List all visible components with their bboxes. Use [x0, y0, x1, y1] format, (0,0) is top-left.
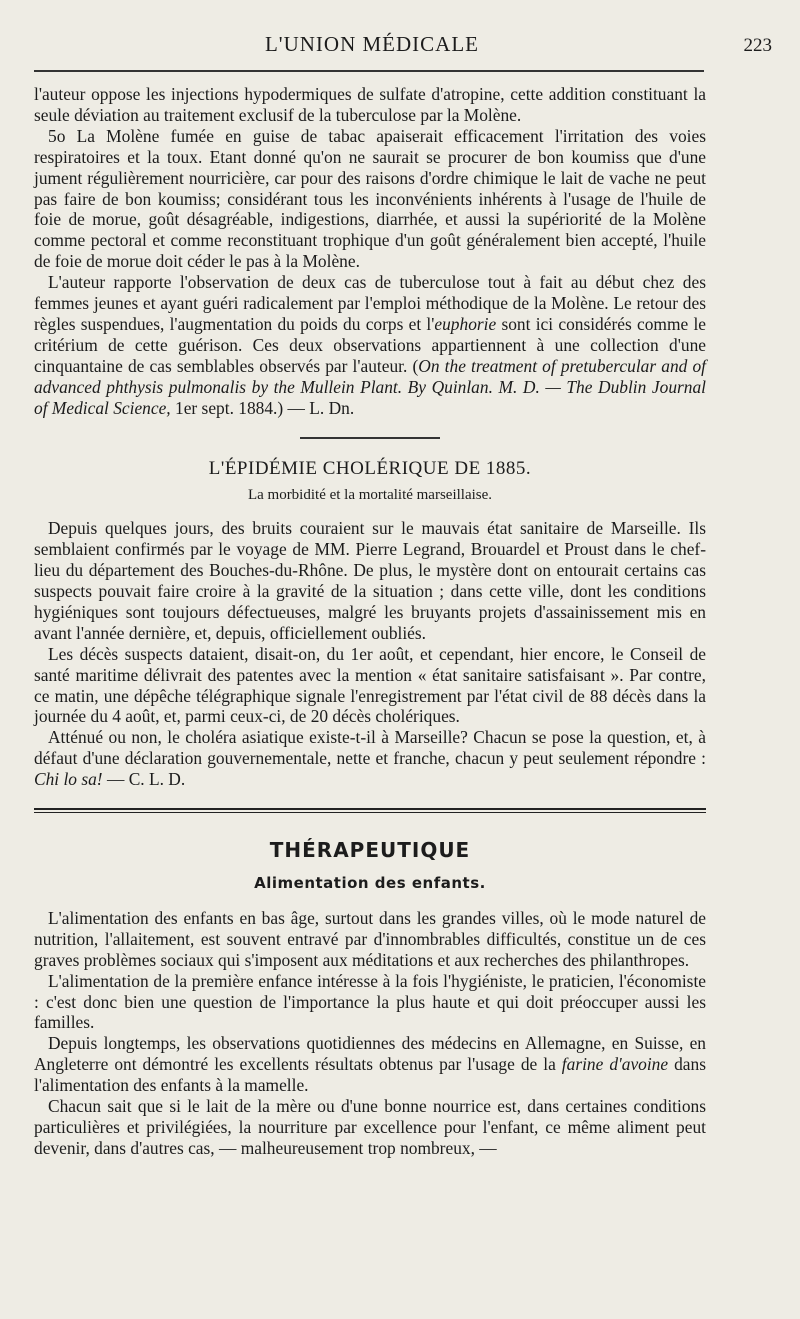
section-title: L'ÉPIDÉMIE CHOLÉRIQUE DE 1885.: [208, 457, 532, 479]
page-header: [32, 32, 772, 68]
paragraph: L'alimentation des enfants en bas âge, surtout dans les grandes villes, où le mode naturel de nutrition, l'allaitement, est souvent entravé par d'innombrables difficultés, constitue un de ces graves problèmes sociaux qui s'imposent aux méditations et aux recherches des philanthropes.: [34, 907, 706, 970]
text-run: L'auteur rapporte l'observation de deux cas de tuberculose tout à fait au début chez des femmes jeunes et ayant guéri radicalement par l'emploi méthodique de la Molène. Le retour des règles suspendues, l'augmentation du poids du corps et l': [34, 272, 706, 334]
section-divider: [300, 437, 440, 439]
divider-line: [34, 812, 706, 813]
italic-term: euphorie: [434, 313, 497, 334]
paragraph: L'alimentation de la première enfance intéresse à la fois l'hygiéniste, le praticien, l'économiste : c'est donc bien une question de l'importance la plus haute et qui doit préoccuper aussi les familles.: [34, 970, 706, 1033]
citation-date: 1er sept. 1884.) — L. Dn.: [170, 397, 355, 418]
text-run: Depuis longtemps, les observations quotidiennes des médecins en Allemagne, en Suisse, en Angleterre ont démontré les excellents résultats obtenus par l'usage de la: [34, 1033, 706, 1075]
paragraph: [34, 727, 706, 790]
paragraph: [34, 272, 706, 418]
text-run: dans l'alimentation des enfants à la mamelle.: [34, 1054, 706, 1096]
double-divider: [34, 808, 706, 814]
signature: — C. L. D.: [102, 769, 186, 790]
paragraph: l'auteur oppose les injections hypodermiques de sulfate d'atropine, cette addition constituant la seule déviation au traitement exclusif de la tuberculose par la Molène.: [34, 84, 706, 125]
italic-phrase: Chi lo sa!: [34, 769, 103, 790]
citation-title: On the treatment of pretubercular and of advanced phthysis pulmonalis by the Mullein Plant. By Quinlan. M. D. — The Dublin Journal of Medical Science,: [34, 355, 706, 418]
page-body: [34, 84, 706, 1159]
page-number: 223: [743, 35, 772, 56]
chapter-title: THÉRAPEUTIQUE: [269, 838, 471, 863]
section-subtitle: La morbidité et la mortalité marseillaise.: [247, 487, 493, 504]
text-run: Atténué ou non, le choléra asiatique existe-t-il à Marseille? Chacun se pose la question, et, à défaut d'une déclaration gouvernementale, nette et franche, chacun y peut seulement répondre :: [34, 727, 706, 769]
divider-line: [34, 808, 706, 810]
paragraph: Chacun sait que si le lait de la mère ou d'une bonne nourrice est, dans certaines conditions particulières et privilégiées, la nourriture par excellence pour l'enfant, ce même aliment peut devenir, dans d'autres cas, — malheureusement trop nombreux, —: [34, 1096, 706, 1158]
header-rule: [34, 70, 704, 72]
italic-term: farine d'avoine: [561, 1054, 669, 1075]
paragraph: Les décès suspects dataient, disait-on, du 1er août, et cependant, hier encore, le Conseil de santé maritime délivrait des patentes avec la mention « état sanitaire satisfaisant ». Par contre, ce matin, une dépêche télégraphique signale l'enregistrement par l'état civil de 88 décès dans la journée du 4 août, et, parmi ceux-ci, de 20 décès cholériques.: [34, 643, 706, 727]
paragraph: Depuis quelques jours, des bruits couraient sur le mauvais état sanitaire de Marseille. Ils semblaient confirmés par le voyage de MM. Pierre Legrand, Brouardel et Proust dans le chef-lieu du département des Bouches-du-Rhône. De plus, le mystère dont on entourait certains cas suspects pouvait faire croire à la gravité de la situation ; dans cette ville, dont les conditions hygiéniques sont toujours défectueuses, malgré les bruyants projets d'assainissement mis en avant l'année dernière, et, depuis, officiellement oubliés.: [34, 518, 706, 643]
paragraph: [34, 1033, 706, 1096]
chapter-subtitle: Alimentation des enfants.: [254, 874, 486, 892]
running-title: L'UNION MÉDICALE: [264, 32, 479, 56]
paragraph: 5o La Molène fumée en guise de tabac apaiserait efficacement l'irritation des voies respiratoires et la toux. Etant donné qu'on ne saurait se procurer de bon koumiss que d'une jument régulièrement nourricière, car pour des raisons d'ordre chimique le lait de vache ne peut pas faire de bon koumiss; considérant tous les inconvénients inhérents à l'usage de l'huile de foie de morue, goût désagréable, indigestions, diarrhée, et aussi la supériorité de la Molène comme pectoral et comme reconstituant trophique d'un goût généralement bien accepté, l'huile de foie de morue doit céder le pas à la Molène.: [34, 125, 706, 272]
text-run: sont ici considérés comme le critérium de cette guérison. Ces deux observations appartiennent à une collection d'une cinquantaine de cas semblables observés par l'auteur. (: [34, 313, 706, 376]
